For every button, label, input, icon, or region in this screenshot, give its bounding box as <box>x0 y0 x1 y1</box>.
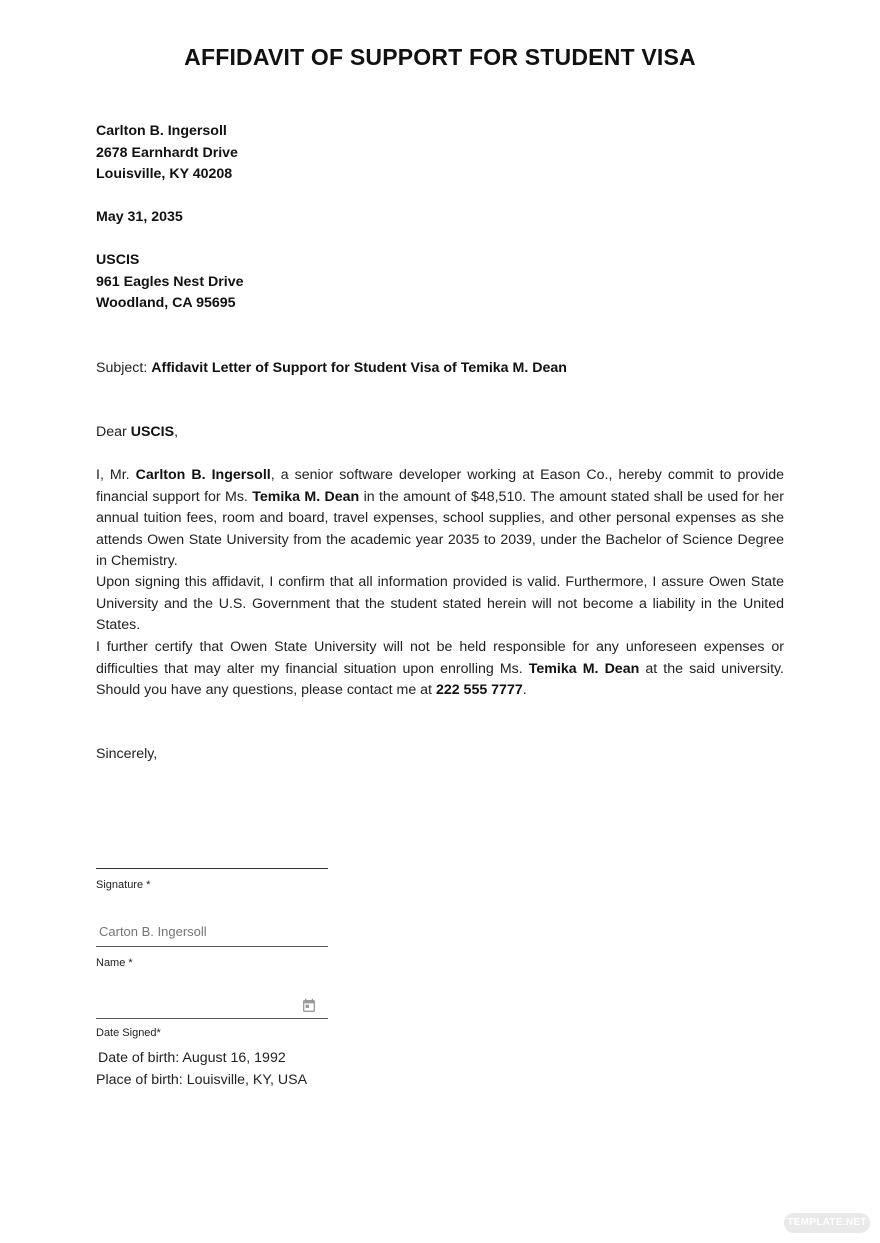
recipient-city: Woodland, CA 95695 <box>96 295 236 311</box>
birth-date: Date of birth: August 16, 1992 <box>98 1050 286 1066</box>
salutation-name: USCIS <box>130 424 175 440</box>
p1-text-b: , a senior software developer working at Eason Co., hereby commit to provide financial support for Ms. <box>96 467 784 505</box>
student-name: Temika M. Dean <box>252 488 360 505</box>
p3-text-c: . <box>522 682 527 698</box>
letter-date: May 31, 2035 <box>96 209 183 225</box>
recipient-name: USCIS <box>96 252 140 268</box>
salutation-suffix: , <box>174 424 179 440</box>
birth-place: Place of birth: Louisville, KY, USA <box>96 1071 308 1088</box>
name-input[interactable] <box>96 917 328 947</box>
subject-line <box>96 358 784 380</box>
p3-text-a: I further certify that Owen State University will not be held responsible for any unforeseen expenses or difficulties that may alter my financial situation upon enrolling Ms. <box>96 639 784 677</box>
signature-field[interactable] <box>96 868 328 869</box>
sponsor-name: Carlton B. Ingersoll <box>135 467 271 483</box>
sender-name: Carlton B. Ingersoll <box>96 123 227 139</box>
birth-details <box>96 1048 784 1091</box>
closing: Sincerely, <box>96 746 158 762</box>
document-title: AFFIDAVIT OF SUPPORT FOR STUDENT VISA <box>184 44 696 70</box>
signature-label: Signature * <box>96 879 151 891</box>
recipient-street: 961 Eagles Nest Drive <box>96 273 244 290</box>
sender-address <box>96 121 784 186</box>
body-paragraph-1 <box>96 465 784 573</box>
template-watermark: TEMPLATE.NET <box>784 1213 870 1233</box>
calendar-icon[interactable] <box>301 998 317 1014</box>
date-signed-label: Date Signed* <box>96 1027 161 1039</box>
date-signed-input[interactable] <box>96 989 328 1019</box>
p3-text-b: at the said university. Should you have any questions, please contact me at <box>96 660 784 698</box>
recipient-address <box>96 250 784 315</box>
sender-city: Louisville, KY 40208 <box>96 166 233 182</box>
name-label: Name * <box>96 957 133 969</box>
subject-label: Subject: <box>96 360 152 376</box>
body-paragraph-2: Upon signing this affidavit, I confirm that all information provided is valid. Furthermore, I assure Owen State University and the U.S. Government that the student stated herein will not become a liability in the United States. <box>96 574 784 633</box>
student-name: Temika M. Dean <box>528 660 640 677</box>
p1-text-c: in the amount of $48,510. The amount stated shall be used for her annual tuition fees, room and board, travel expenses, school supplies, and other personal expenses as she attends Owen State University from the academic year 2035 to 2039, under the Bachelor of Science Degree in Chemistry. <box>96 488 784 569</box>
contact-phone: 222 555 7777 <box>435 682 523 698</box>
sender-street: 2678 Earnhardt Drive <box>96 144 238 161</box>
salutation-prefix: Dear <box>96 424 131 440</box>
subject-text: Affidavit Letter of Support for Student Visa of Temika M. Dean <box>151 360 567 376</box>
salutation <box>96 422 784 444</box>
body-paragraph-3 <box>96 637 784 702</box>
p1-text-a: I, Mr. <box>96 467 136 483</box>
